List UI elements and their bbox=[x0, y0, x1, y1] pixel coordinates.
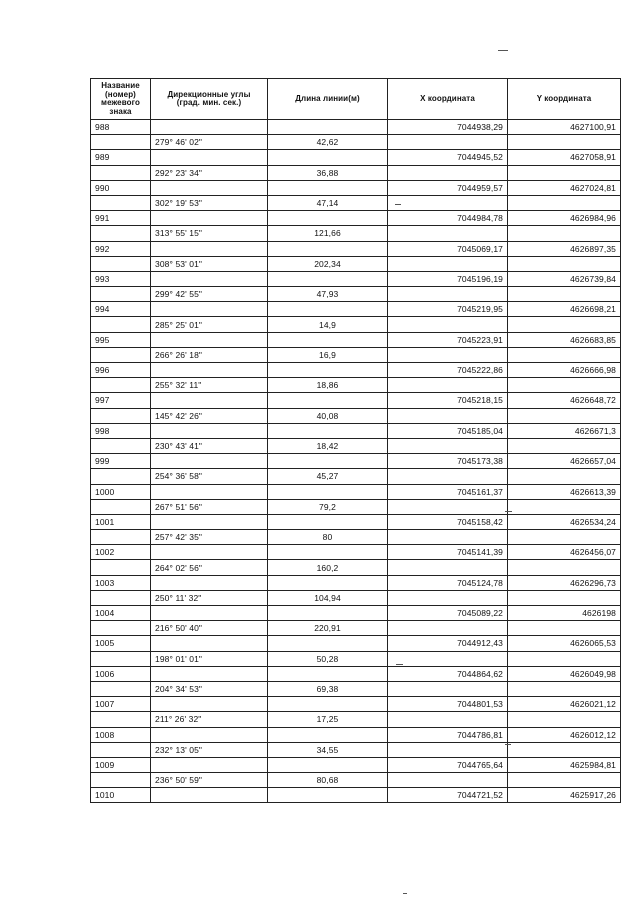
header-direction-angle: Дирекционные углы (град. мин. сек.) bbox=[151, 79, 268, 120]
x-coordinate-cell: 7045173,38 bbox=[388, 454, 508, 469]
line-length-cell: 14,9 bbox=[268, 317, 388, 332]
empty-cell bbox=[388, 469, 508, 484]
empty-cell bbox=[268, 545, 388, 560]
empty-cell bbox=[268, 393, 388, 408]
table-row-point bbox=[91, 454, 621, 469]
table-row-point bbox=[91, 788, 621, 803]
empty-cell bbox=[388, 226, 508, 241]
header-line-length: Длина линии(м) bbox=[268, 79, 388, 120]
empty-cell bbox=[268, 180, 388, 195]
direction-angle-cell: 266° 26' 18" bbox=[151, 347, 268, 362]
y-coordinate-cell: 4626198 bbox=[508, 606, 621, 621]
point-name-cell: 994 bbox=[91, 302, 151, 317]
empty-cell bbox=[508, 226, 621, 241]
empty-cell bbox=[91, 560, 151, 575]
scan-mark bbox=[403, 893, 407, 894]
point-name-cell: 990 bbox=[91, 180, 151, 195]
empty-cell bbox=[268, 727, 388, 742]
point-name-cell: 992 bbox=[91, 241, 151, 256]
x-coordinate-cell: 7044912,43 bbox=[388, 636, 508, 651]
point-name-cell: 991 bbox=[91, 211, 151, 226]
table-row-segment bbox=[91, 469, 621, 484]
line-length-cell: 16,9 bbox=[268, 347, 388, 362]
line-length-cell: 47,14 bbox=[268, 195, 388, 210]
line-length-cell: 42,62 bbox=[268, 135, 388, 150]
empty-cell bbox=[151, 606, 268, 621]
point-name-cell: 996 bbox=[91, 363, 151, 378]
empty-cell bbox=[91, 530, 151, 545]
y-coordinate-cell: 4627100,91 bbox=[508, 120, 621, 135]
table-row-segment bbox=[91, 499, 621, 514]
boundary-coordinates-table bbox=[90, 78, 621, 803]
direction-angle-cell: 302° 19' 53" bbox=[151, 195, 268, 210]
direction-angle-cell: 257° 42' 35" bbox=[151, 530, 268, 545]
empty-cell bbox=[388, 165, 508, 180]
point-name-cell: 997 bbox=[91, 393, 151, 408]
y-coordinate-cell: 4626065,53 bbox=[508, 636, 621, 651]
empty-cell bbox=[388, 621, 508, 636]
empty-cell bbox=[151, 423, 268, 438]
line-length-cell: 34,55 bbox=[268, 742, 388, 757]
y-coordinate-cell: 4626049,98 bbox=[508, 666, 621, 681]
table-row-point bbox=[91, 545, 621, 560]
direction-angle-cell: 232° 13' 05" bbox=[151, 742, 268, 757]
point-name-cell: 1000 bbox=[91, 484, 151, 499]
table-row-point bbox=[91, 302, 621, 317]
empty-cell bbox=[91, 499, 151, 514]
empty-cell bbox=[91, 469, 151, 484]
x-coordinate-cell: 7045196,19 bbox=[388, 271, 508, 286]
empty-cell bbox=[508, 590, 621, 605]
empty-cell bbox=[508, 681, 621, 696]
table-row-point bbox=[91, 666, 621, 681]
empty-cell bbox=[508, 256, 621, 271]
line-length-cell: 18,42 bbox=[268, 438, 388, 453]
table-row-segment bbox=[91, 347, 621, 362]
table-row-point bbox=[91, 484, 621, 499]
table-row-point bbox=[91, 150, 621, 165]
empty-cell bbox=[268, 788, 388, 803]
empty-cell bbox=[508, 469, 621, 484]
empty-cell bbox=[388, 195, 508, 210]
y-coordinate-cell: 4626534,24 bbox=[508, 514, 621, 529]
empty-cell bbox=[388, 408, 508, 423]
table-row-point bbox=[91, 606, 621, 621]
x-coordinate-cell: 7045219,95 bbox=[388, 302, 508, 317]
x-coordinate-cell: 7044984,78 bbox=[388, 211, 508, 226]
line-length-cell: 69,38 bbox=[268, 681, 388, 696]
y-coordinate-cell: 4626683,85 bbox=[508, 332, 621, 347]
line-length-cell: 45,27 bbox=[268, 469, 388, 484]
table-row-segment bbox=[91, 621, 621, 636]
empty-cell bbox=[151, 271, 268, 286]
line-length-cell: 50,28 bbox=[268, 651, 388, 666]
empty-cell bbox=[388, 287, 508, 302]
empty-cell bbox=[508, 165, 621, 180]
table-row-segment bbox=[91, 438, 621, 453]
x-coordinate-cell: 7045185,04 bbox=[388, 423, 508, 438]
table-row-segment bbox=[91, 317, 621, 332]
line-length-cell: 36,88 bbox=[268, 165, 388, 180]
empty-cell bbox=[268, 454, 388, 469]
table-row-segment bbox=[91, 712, 621, 727]
empty-cell bbox=[508, 347, 621, 362]
direction-angle-cell: 211° 26' 32" bbox=[151, 712, 268, 727]
empty-cell bbox=[151, 575, 268, 590]
empty-cell bbox=[268, 271, 388, 286]
table-row-segment bbox=[91, 195, 621, 210]
empty-cell bbox=[388, 530, 508, 545]
y-coordinate-cell: 4627024,81 bbox=[508, 180, 621, 195]
point-name-cell: 989 bbox=[91, 150, 151, 165]
y-coordinate-cell: 4626984,96 bbox=[508, 211, 621, 226]
empty-cell bbox=[508, 438, 621, 453]
empty-cell bbox=[91, 378, 151, 393]
empty-cell bbox=[508, 742, 621, 757]
empty-cell bbox=[91, 165, 151, 180]
empty-cell bbox=[508, 378, 621, 393]
direction-angle-cell: 308° 53' 01" bbox=[151, 256, 268, 271]
empty-cell bbox=[268, 666, 388, 681]
empty-cell bbox=[388, 378, 508, 393]
point-name-cell: 1003 bbox=[91, 575, 151, 590]
empty-cell bbox=[151, 727, 268, 742]
empty-cell bbox=[91, 347, 151, 362]
empty-cell bbox=[268, 514, 388, 529]
x-coordinate-cell: 7045069,17 bbox=[388, 241, 508, 256]
table-row-point bbox=[91, 241, 621, 256]
scan-mark bbox=[505, 744, 511, 745]
empty-cell bbox=[151, 120, 268, 135]
empty-cell bbox=[388, 347, 508, 362]
line-length-cell: 160,2 bbox=[268, 560, 388, 575]
x-coordinate-cell: 7044959,57 bbox=[388, 180, 508, 195]
empty-cell bbox=[508, 773, 621, 788]
point-name-cell: 1008 bbox=[91, 727, 151, 742]
empty-cell bbox=[91, 651, 151, 666]
x-coordinate-cell: 7044864,62 bbox=[388, 666, 508, 681]
y-coordinate-cell: 4626698,21 bbox=[508, 302, 621, 317]
point-name-cell: 1006 bbox=[91, 666, 151, 681]
empty-cell bbox=[91, 438, 151, 453]
table-row-point bbox=[91, 757, 621, 772]
empty-cell bbox=[508, 287, 621, 302]
line-length-cell: 121,66 bbox=[268, 226, 388, 241]
point-name-cell: 1007 bbox=[91, 697, 151, 712]
empty-cell bbox=[508, 499, 621, 514]
point-name-cell: 998 bbox=[91, 423, 151, 438]
empty-cell bbox=[151, 363, 268, 378]
empty-cell bbox=[91, 681, 151, 696]
table-row-point bbox=[91, 575, 621, 590]
x-coordinate-cell: 7045141,39 bbox=[388, 545, 508, 560]
point-name-cell: 1010 bbox=[91, 788, 151, 803]
header-y-coordinate: Y координата bbox=[508, 79, 621, 120]
table-row-point bbox=[91, 393, 621, 408]
empty-cell bbox=[508, 317, 621, 332]
empty-cell bbox=[151, 454, 268, 469]
y-coordinate-cell: 4626021,12 bbox=[508, 697, 621, 712]
x-coordinate-cell: 7045218,15 bbox=[388, 393, 508, 408]
table-row-point bbox=[91, 636, 621, 651]
line-length-cell: 17,25 bbox=[268, 712, 388, 727]
direction-angle-cell: 292° 23' 34" bbox=[151, 165, 268, 180]
table-row-segment bbox=[91, 530, 621, 545]
empty-cell bbox=[268, 697, 388, 712]
empty-cell bbox=[151, 241, 268, 256]
table-row-segment bbox=[91, 651, 621, 666]
empty-cell bbox=[151, 302, 268, 317]
empty-cell bbox=[268, 241, 388, 256]
point-name-cell: 1009 bbox=[91, 757, 151, 772]
table-row-segment bbox=[91, 256, 621, 271]
table-row-point bbox=[91, 211, 621, 226]
empty-cell bbox=[508, 530, 621, 545]
empty-cell bbox=[388, 560, 508, 575]
table-body bbox=[91, 120, 621, 803]
direction-angle-cell: 216° 50' 40" bbox=[151, 621, 268, 636]
empty-cell bbox=[268, 484, 388, 499]
line-length-cell: 40,08 bbox=[268, 408, 388, 423]
line-length-cell: 79,2 bbox=[268, 499, 388, 514]
x-coordinate-cell: 7044765,64 bbox=[388, 757, 508, 772]
x-coordinate-cell: 7045089,22 bbox=[388, 606, 508, 621]
empty-cell bbox=[268, 211, 388, 226]
empty-cell bbox=[268, 120, 388, 135]
y-coordinate-cell: 4626739,84 bbox=[508, 271, 621, 286]
y-coordinate-cell: 4626012,12 bbox=[508, 727, 621, 742]
table-header-row bbox=[91, 79, 621, 120]
empty-cell bbox=[91, 408, 151, 423]
empty-cell bbox=[508, 195, 621, 210]
direction-angle-cell: 299° 42' 55" bbox=[151, 287, 268, 302]
empty-cell bbox=[151, 697, 268, 712]
empty-cell bbox=[268, 575, 388, 590]
point-name-cell: 1002 bbox=[91, 545, 151, 560]
direction-angle-cell: 264° 02' 56" bbox=[151, 560, 268, 575]
y-coordinate-cell: 4625917,26 bbox=[508, 788, 621, 803]
point-name-cell: 1005 bbox=[91, 636, 151, 651]
x-coordinate-cell: 7045161,37 bbox=[388, 484, 508, 499]
empty-cell bbox=[388, 256, 508, 271]
x-coordinate-cell: 7044938,29 bbox=[388, 120, 508, 135]
y-coordinate-cell: 4626657,04 bbox=[508, 454, 621, 469]
empty-cell bbox=[151, 393, 268, 408]
direction-angle-cell: 313° 55' 15" bbox=[151, 226, 268, 241]
scan-mark bbox=[505, 511, 512, 512]
x-coordinate-cell: 7045158,42 bbox=[388, 514, 508, 529]
x-coordinate-cell: 7044801,53 bbox=[388, 697, 508, 712]
empty-cell bbox=[151, 211, 268, 226]
table-row-segment bbox=[91, 773, 621, 788]
empty-cell bbox=[151, 484, 268, 499]
table-row-point bbox=[91, 332, 621, 347]
x-coordinate-cell: 7044786,81 bbox=[388, 727, 508, 742]
empty-cell bbox=[91, 317, 151, 332]
line-length-cell: 202,34 bbox=[268, 256, 388, 271]
line-length-cell: 80 bbox=[268, 530, 388, 545]
line-length-cell: 80,68 bbox=[268, 773, 388, 788]
table-row-segment bbox=[91, 135, 621, 150]
direction-angle-cell: 285° 25' 01" bbox=[151, 317, 268, 332]
empty-cell bbox=[151, 757, 268, 772]
empty-cell bbox=[268, 363, 388, 378]
empty-cell bbox=[388, 712, 508, 727]
empty-cell bbox=[91, 590, 151, 605]
table-row-segment bbox=[91, 226, 621, 241]
line-length-cell: 104,94 bbox=[268, 590, 388, 605]
table-row-segment bbox=[91, 560, 621, 575]
direction-angle-cell: 255° 32' 11" bbox=[151, 378, 268, 393]
empty-cell bbox=[268, 606, 388, 621]
y-coordinate-cell: 4626648,72 bbox=[508, 393, 621, 408]
direction-angle-cell: 254° 36' 58" bbox=[151, 469, 268, 484]
line-length-cell: 220,91 bbox=[268, 621, 388, 636]
empty-cell bbox=[268, 332, 388, 347]
y-coordinate-cell: 4625984,81 bbox=[508, 757, 621, 772]
x-coordinate-cell: 7045222,86 bbox=[388, 363, 508, 378]
empty-cell bbox=[388, 590, 508, 605]
empty-cell bbox=[508, 621, 621, 636]
empty-cell bbox=[91, 742, 151, 757]
empty-cell bbox=[388, 742, 508, 757]
empty-cell bbox=[388, 499, 508, 514]
point-name-cell: 999 bbox=[91, 454, 151, 469]
scan-mark bbox=[396, 664, 403, 665]
empty-cell bbox=[508, 135, 621, 150]
table-row-segment bbox=[91, 378, 621, 393]
point-name-cell: 988 bbox=[91, 120, 151, 135]
table-row-point bbox=[91, 363, 621, 378]
empty-cell bbox=[91, 226, 151, 241]
table-row-segment bbox=[91, 165, 621, 180]
x-coordinate-cell: 7045223,91 bbox=[388, 332, 508, 347]
empty-cell bbox=[91, 256, 151, 271]
y-coordinate-cell: 4626613,39 bbox=[508, 484, 621, 499]
table-row-point bbox=[91, 180, 621, 195]
empty-cell bbox=[388, 438, 508, 453]
direction-angle-cell: 279° 46' 02" bbox=[151, 135, 268, 150]
empty-cell bbox=[268, 423, 388, 438]
empty-cell bbox=[151, 545, 268, 560]
empty-cell bbox=[151, 150, 268, 165]
table-row-point bbox=[91, 423, 621, 438]
header-point-name: Название (номер) межевого знака bbox=[91, 79, 151, 120]
y-coordinate-cell: 4626666,98 bbox=[508, 363, 621, 378]
direction-angle-cell: 204° 34' 53" bbox=[151, 681, 268, 696]
empty-cell bbox=[151, 332, 268, 347]
point-name-cell: 995 bbox=[91, 332, 151, 347]
x-coordinate-cell: 7045124,78 bbox=[388, 575, 508, 590]
line-length-cell: 47,93 bbox=[268, 287, 388, 302]
point-name-cell: 1004 bbox=[91, 606, 151, 621]
table-row-segment bbox=[91, 742, 621, 757]
y-coordinate-cell: 4626671,3 bbox=[508, 423, 621, 438]
table-row-segment bbox=[91, 408, 621, 423]
table-row-segment bbox=[91, 287, 621, 302]
direction-angle-cell: 145° 42' 26" bbox=[151, 408, 268, 423]
table-row-segment bbox=[91, 681, 621, 696]
y-coordinate-cell: 4626456,07 bbox=[508, 545, 621, 560]
empty-cell bbox=[91, 287, 151, 302]
scan-mark bbox=[498, 50, 508, 51]
direction-angle-cell: 198° 01' 01" bbox=[151, 651, 268, 666]
line-length-cell: 18,86 bbox=[268, 378, 388, 393]
empty-cell bbox=[508, 560, 621, 575]
empty-cell bbox=[151, 514, 268, 529]
empty-cell bbox=[268, 757, 388, 772]
y-coordinate-cell: 4626897,35 bbox=[508, 241, 621, 256]
empty-cell bbox=[151, 666, 268, 681]
empty-cell bbox=[508, 651, 621, 666]
empty-cell bbox=[388, 651, 508, 666]
empty-cell bbox=[508, 712, 621, 727]
y-coordinate-cell: 4627058,91 bbox=[508, 150, 621, 165]
x-coordinate-cell: 7044945,52 bbox=[388, 150, 508, 165]
x-coordinate-cell: 7044721,52 bbox=[388, 788, 508, 803]
point-name-cell: 993 bbox=[91, 271, 151, 286]
direction-angle-cell: 250° 11' 32" bbox=[151, 590, 268, 605]
empty-cell bbox=[388, 773, 508, 788]
empty-cell bbox=[508, 408, 621, 423]
point-name-cell: 1001 bbox=[91, 514, 151, 529]
empty-cell bbox=[388, 135, 508, 150]
table-row-segment bbox=[91, 590, 621, 605]
empty-cell bbox=[388, 681, 508, 696]
table-row-point bbox=[91, 271, 621, 286]
empty-cell bbox=[151, 180, 268, 195]
empty-cell bbox=[268, 150, 388, 165]
empty-cell bbox=[91, 621, 151, 636]
y-coordinate-cell: 4626296,73 bbox=[508, 575, 621, 590]
empty-cell bbox=[268, 636, 388, 651]
table-row-point bbox=[91, 727, 621, 742]
header-x-coordinate: X координата bbox=[388, 79, 508, 120]
table-row-point bbox=[91, 514, 621, 529]
direction-angle-cell: 236° 50' 59" bbox=[151, 773, 268, 788]
table-row-point bbox=[91, 697, 621, 712]
direction-angle-cell: 267° 51' 56" bbox=[151, 499, 268, 514]
empty-cell bbox=[91, 195, 151, 210]
empty-cell bbox=[91, 773, 151, 788]
empty-cell bbox=[388, 317, 508, 332]
empty-cell bbox=[151, 788, 268, 803]
scan-mark bbox=[395, 204, 401, 205]
empty-cell bbox=[91, 135, 151, 150]
direction-angle-cell: 230° 43' 41" bbox=[151, 438, 268, 453]
empty-cell bbox=[268, 302, 388, 317]
empty-cell bbox=[151, 636, 268, 651]
empty-cell bbox=[91, 712, 151, 727]
table-row-point bbox=[91, 120, 621, 135]
